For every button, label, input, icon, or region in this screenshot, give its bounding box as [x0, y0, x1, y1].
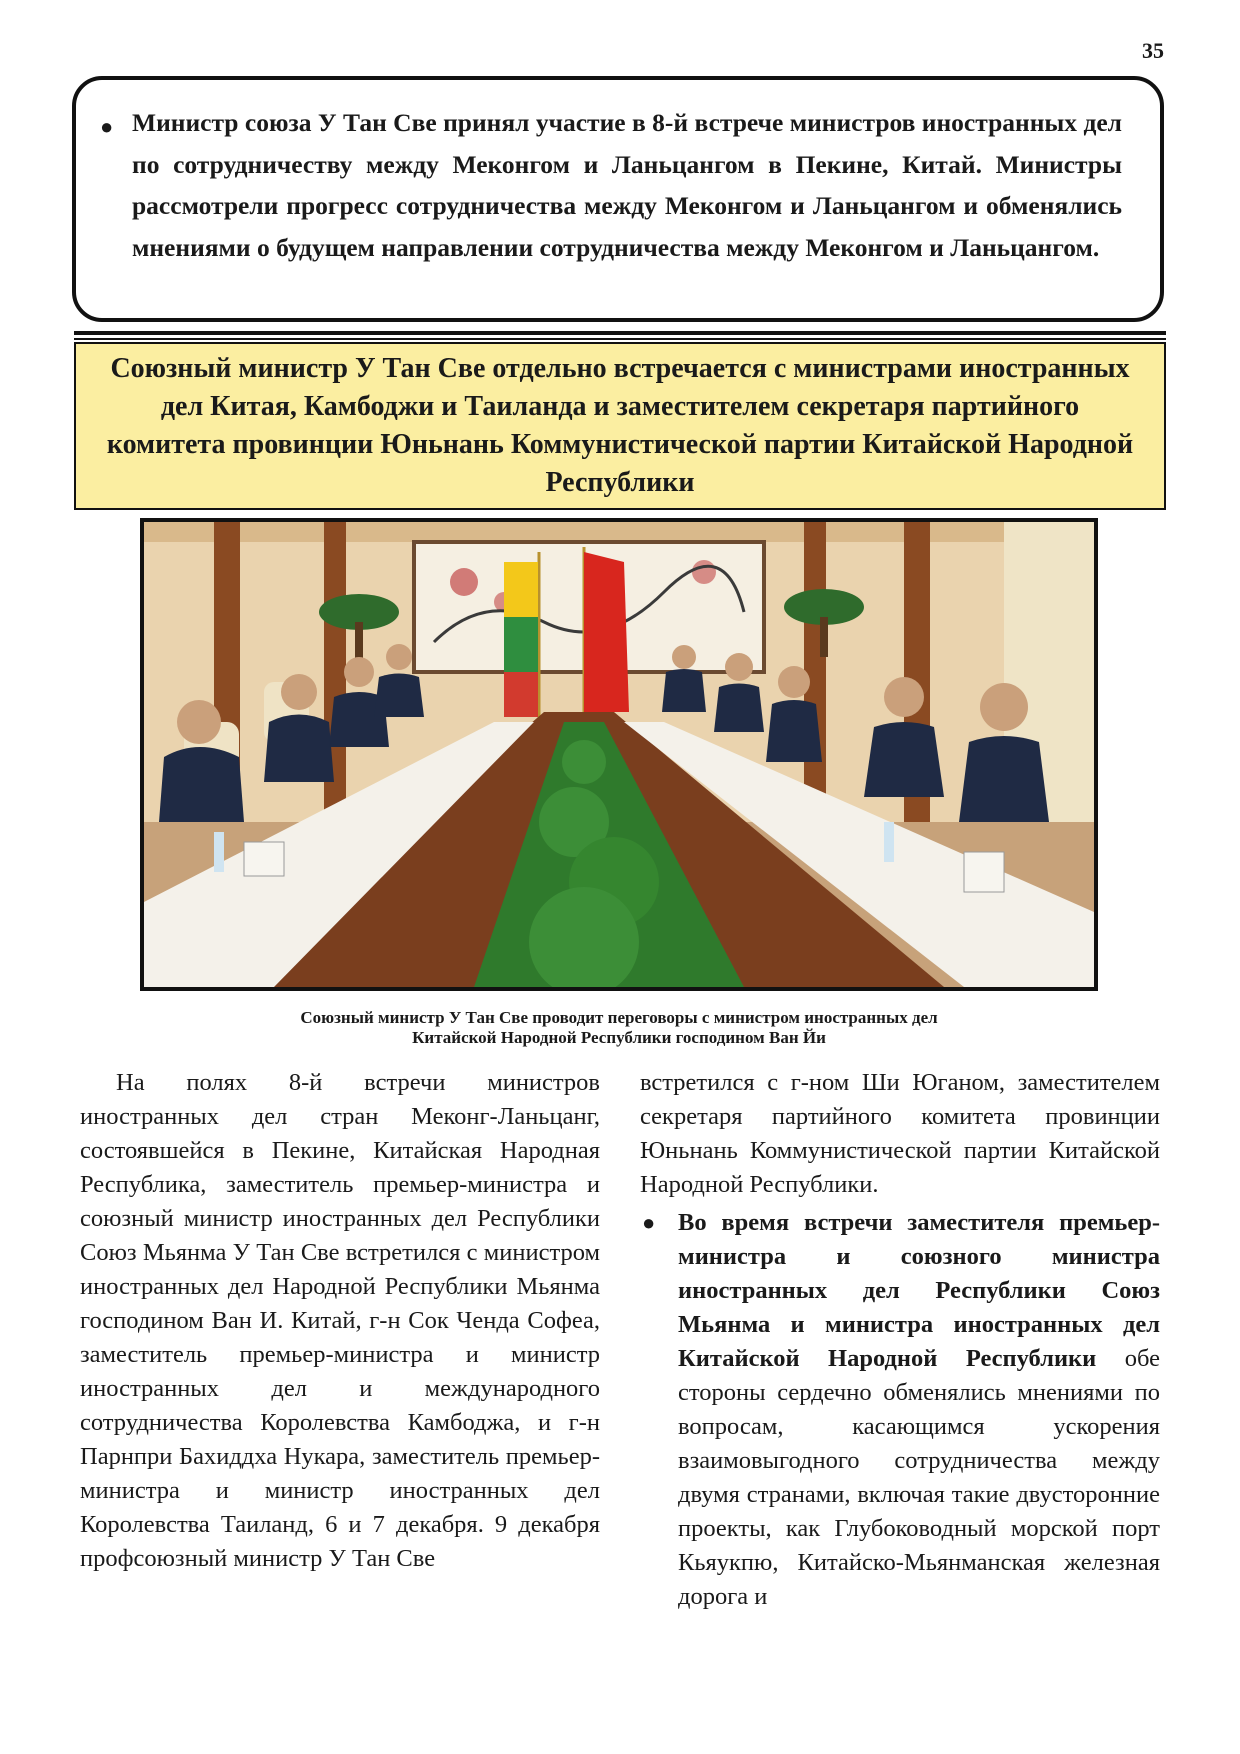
meeting-bullet-text — [678, 1206, 1160, 1614]
divider-thin — [74, 338, 1166, 340]
caption-line-2: Китайской Народной Республики господином Ван Йи — [412, 1028, 826, 1047]
photo-caption — [140, 1008, 1098, 1048]
highlight-bullet-box — [72, 76, 1164, 322]
bullet-rest-text: обе стороны сердечно обменялись мнениями по вопросам, касающимся ускорения взаимовыгодного сотрудничества между двумя странами, включая такие двусторонние проекты, как Глубоководный морской порт Кьяукпю, Китайско-Мьянманская железная дорога и — [678, 1345, 1160, 1610]
divider-thick — [74, 331, 1166, 335]
meeting-bullet — [640, 1206, 1160, 1614]
right-paragraph: встретился с г-ном Ши Юганом, заместителем секретаря партийного комитета провинции Юньнань Коммунистической партии Китайской Народной Республики. — [640, 1069, 1160, 1198]
left-paragraph: На полях 8-й встречи министров иностранных дел стран Меконг-Ланьцанг, состоявшейся в Пекине, Китайская Народная Республика, заместитель премьер-министра и союзный министр иностранных дел Республики Союз Мьянма У Тан Све встретился с министром иностранных дел Народной Республики Мьянма господином Ван И. Китай, г-н Сок Ченда Софеа, заместитель премьер-министра и министр иностранных дел и международного сотрудничества Королевства Камбоджа, и г-н Парнпри Бахиддха Нукара, заместитель премьер-министра и министр иностранных дел Королевства Таиланд, 6 и 7 декабря. 9 декабря профсоюзный министр У Тан Све — [80, 1069, 600, 1572]
meeting-photo-illustration — [144, 522, 1094, 987]
caption-line-1: Союзный министр У Тан Све проводит переговоры с министром иностранных дел — [300, 1008, 938, 1027]
bullet-dot-icon: ● — [100, 114, 114, 139]
bullet-dot-icon: ● — [642, 1210, 656, 1235]
highlight-bullet-text: Министр союза У Тан Све принял участие в 8-й встрече министров иностранных дел по сотрудничеству между Меконгом и Ланьцангом в Пекине, Китай. Министры рассмотрели прогресс сотрудничества между Меконгом и Ланьцангом и обменялись мнениями о будущем направлении сотрудничества между Меконгом и Ланьцангом. — [132, 108, 1122, 262]
article-column-left — [80, 1066, 600, 1576]
meeting-photo — [140, 518, 1098, 991]
bullet-lead-text: Во время встречи заместителя премьер-министра и союзного министра иностранных дел Республики Союз Мьянма и министра иностранных дел Китайской Народной Республики — [678, 1209, 1160, 1372]
section-headline — [74, 342, 1166, 510]
page-number: 35 — [1142, 38, 1164, 63]
article-column-right — [640, 1066, 1160, 1614]
headline-text: Союзный министр У Тан Све отдельно встречается с министрами иностранных дел Китая, Камбоджи и Таиланда и заместителем секретаря партийного комитета провинции Юньнань Коммунистической партии Китайской Народной Республики — [106, 353, 1134, 498]
